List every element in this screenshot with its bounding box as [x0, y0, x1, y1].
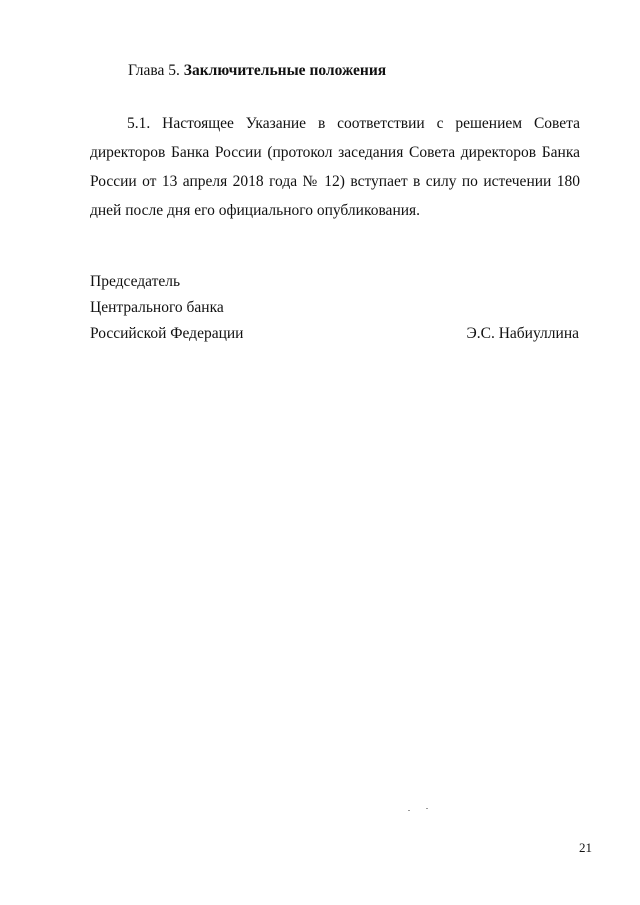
scan-speck [426, 808, 428, 809]
paragraph-5-1 [90, 114, 580, 230]
page-number: 21 [579, 840, 592, 855]
chapter-title: Заключительные положения [183, 62, 387, 79]
paragraph-line: России от 13 апреля 2018 года № 12) вступает в силу по истечении 180 [90, 173, 580, 190]
chapter-heading [128, 61, 386, 81]
scan-specks [408, 807, 432, 813]
paragraph-line: директоров Банка России (протокол заседания Совета директоров Банка [90, 144, 580, 161]
paragraph-line: 5.1. Настоящее Указание в соответствии с решением Совета [127, 115, 580, 132]
paragraph-line: дней после дня его официального опубликования. [90, 202, 421, 219]
signer-position-line-3: Российской Федерации [90, 325, 244, 342]
chapter-number: Глава 5. [128, 62, 180, 79]
scan-speck [408, 810, 410, 811]
signer-position-line-1: Председатель [90, 273, 181, 290]
signer-name: Э.С. Набиуллина [466, 325, 579, 342]
signer-position-line-2: Центрального банка [90, 299, 224, 316]
